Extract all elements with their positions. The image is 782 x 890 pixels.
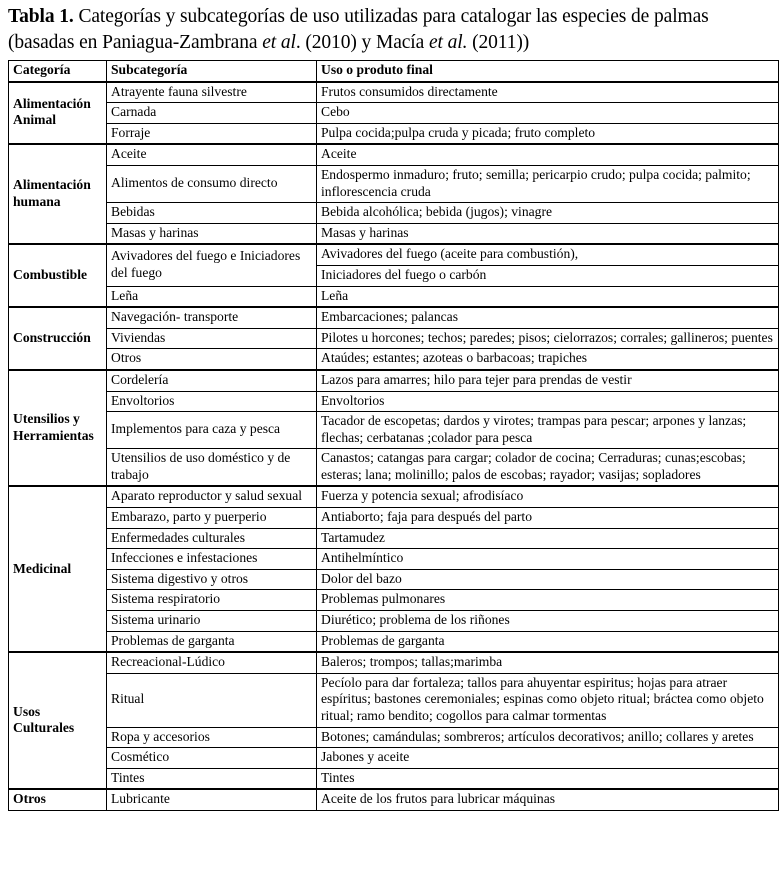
subcategory-cell: Bebidas — [107, 203, 317, 224]
subcategory-cell: Tintes — [107, 768, 317, 789]
use-cell: Pilotes u horcones; techos; paredes; pisos; cielorrazos; corrales; gallineros; puentes — [317, 328, 779, 349]
use-cell: Endospermo inmaduro; fruto; semilla; pericarpio crudo; pulpa cocida; palmito; inflorescencia cruda — [317, 165, 779, 202]
subcategory-cell: Sistema respiratorio — [107, 590, 317, 611]
use-cell: Problemas pulmonares — [317, 590, 779, 611]
use-cell: Botones; camándulas; sombreros; artículos decorativos; anillo; collares y aretes — [317, 727, 779, 748]
use-cell: Fuerza y potencia sexual; afrodisíaco — [317, 486, 779, 507]
table-row — [9, 165, 779, 202]
table-row — [9, 286, 779, 307]
category-cell: Medicinal — [9, 486, 107, 652]
header-subcategoria: Subcategoría — [107, 61, 317, 82]
subcategory-cell: Ropa y accesorios — [107, 727, 317, 748]
subcategory-cell: Aparato reproductor y salud sexual — [107, 486, 317, 507]
table-row — [9, 144, 779, 165]
caption-text-a: Categorías y subcategorías de uso utilizadas para catalogar las especies de palmas (basadas en Paniagua-Zambrana — [8, 6, 709, 53]
table-row — [9, 528, 779, 549]
table-row — [9, 611, 779, 632]
subcategory-cell: Masas y harinas — [107, 223, 317, 244]
use-cell: Pecíolo para dar fortaleza; tallos para ahuyentar espiritus; hojas para atraer espíritus; bastones ceremoniales; espinas como objeto ritual; bráctea como objeto ritual; ramo bendito; cogollos para calmar tormentas — [317, 673, 779, 727]
subcategory-cell: Navegación- transporte — [107, 307, 317, 328]
caption-label: Tabla 1. — [8, 6, 74, 27]
use-cell: Aceite — [317, 144, 779, 165]
table-row — [9, 673, 779, 727]
use-cell: Problemas de garganta — [317, 631, 779, 652]
use-cell: Iniciadores del fuego o carbón — [317, 265, 779, 286]
table-row — [9, 349, 779, 370]
category-cell: Usos Culturales — [9, 652, 107, 789]
use-cell: Dolor del bazo — [317, 569, 779, 590]
table-row — [9, 486, 779, 507]
table-header-row — [9, 61, 779, 82]
header-categoria: Categoría — [9, 61, 107, 82]
use-cell: Avivadores del fuego (aceite para combustión), — [317, 244, 779, 265]
table-row — [9, 223, 779, 244]
subcategory-cell: Cordelería — [107, 370, 317, 391]
subcategory-cell: Carnada — [107, 103, 317, 124]
use-cell: Jabones y aceite — [317, 748, 779, 769]
use-cell: Diurético; problema de los riñones — [317, 611, 779, 632]
category-cell: Utensilios y Herramientas — [9, 370, 107, 487]
subcategory-cell: Utensilios de uso doméstico y de trabajo — [107, 449, 317, 487]
table-row — [9, 631, 779, 652]
caption-text-c: (2011)) — [467, 32, 530, 53]
subcategory-cell: Problemas de garganta — [107, 631, 317, 652]
table-row — [9, 391, 779, 412]
table-row — [9, 449, 779, 487]
table-row — [9, 307, 779, 328]
subcategory-cell: Infecciones e infestaciones — [107, 549, 317, 570]
subcategory-cell: Alimentos de consumo directo — [107, 165, 317, 202]
caption-etal-1: et al — [262, 32, 296, 53]
subcategory-cell: Leña — [107, 286, 317, 307]
subcategory-cell: Otros — [107, 349, 317, 370]
table-row — [9, 727, 779, 748]
use-cell: Lazos para amarres; hilo para tejer para prendas de vestir — [317, 370, 779, 391]
table-row — [9, 412, 779, 449]
use-cell: Frutos consumidos directamente — [317, 82, 779, 103]
table-row — [9, 789, 779, 810]
subcategory-cell: Recreacional-Lúdico — [107, 652, 317, 673]
subcategory-cell: Ritual — [107, 673, 317, 727]
table-row — [9, 569, 779, 590]
subcategory-cell: Atrayente fauna silvestre — [107, 82, 317, 103]
subcategory-cell: Sistema digestivo y otros — [107, 569, 317, 590]
subcategory-cell: Implementos para caza y pesca — [107, 412, 317, 449]
subcategory-cell: Envoltorios — [107, 391, 317, 412]
category-cell: Combustible — [9, 244, 107, 307]
use-cell: Ataúdes; estantes; azoteas o barbacoas; trapiches — [317, 349, 779, 370]
table-row — [9, 508, 779, 529]
use-cell: Tintes — [317, 768, 779, 789]
category-cell: Alimentación Animal — [9, 82, 107, 145]
subcategory-cell: Viviendas — [107, 328, 317, 349]
use-cell: Aceite de los frutos para lubricar máquinas — [317, 789, 779, 810]
use-cell: Bebida alcohólica; bebida (jugos); vinagre — [317, 203, 779, 224]
subcategory-cell: Cosmético — [107, 748, 317, 769]
use-cell: Tacador de escopetas; dardos y virotes; trampas para pescar; arpones y lanzas; flechas; cerbatanas ;colador para pesca — [317, 412, 779, 449]
table-row — [9, 748, 779, 769]
table-row — [9, 82, 779, 103]
table-row — [9, 103, 779, 124]
table-row — [9, 768, 779, 789]
caption-etal-2: et al. — [428, 32, 468, 53]
subcategory-cell: Lubricante — [107, 789, 317, 810]
table-caption — [8, 4, 778, 56]
subcategory-cell: Enfermedades culturales — [107, 528, 317, 549]
subcategory-cell: Aceite — [107, 144, 317, 165]
use-cell: Tartamudez — [317, 528, 779, 549]
header-uso: Uso o produto final — [317, 61, 779, 82]
subcategory-cell: Embarazo, parto y puerperio — [107, 508, 317, 529]
table-row — [9, 549, 779, 570]
subcategory-cell: Avivadores del fuego e Iniciadores del fuego — [107, 244, 317, 286]
use-cell: Pulpa cocida;pulpa cruda y picada; fruto completo — [317, 123, 779, 144]
use-cell: Antihelmíntico — [317, 549, 779, 570]
subcategory-cell: Forraje — [107, 123, 317, 144]
use-cell: Leña — [317, 286, 779, 307]
uses-table — [8, 60, 779, 811]
use-cell: Canastos; catangas para cargar; colador de cocina; Cerraduras; cunas;escobas; esteras; lana; molinillo; palos de escobas; rayador; vasijas; sopladores — [317, 449, 779, 487]
use-cell: Masas y harinas — [317, 223, 779, 244]
table-row — [9, 203, 779, 224]
category-cell: Alimentación humana — [9, 144, 107, 244]
use-cell: Antiaborto; faja para después del parto — [317, 508, 779, 529]
table-row — [9, 652, 779, 673]
use-cell: Envoltorios — [317, 391, 779, 412]
table-body — [9, 82, 779, 811]
use-cell: Cebo — [317, 103, 779, 124]
use-cell: Baleros; trompos; tallas;marimba — [317, 652, 779, 673]
table-row — [9, 244, 779, 265]
category-cell: Construcción — [9, 307, 107, 370]
table-row — [9, 328, 779, 349]
use-cell: Embarcaciones; palancas — [317, 307, 779, 328]
category-cell: Otros — [9, 789, 107, 810]
caption-text-b: . (2010) y Macía — [295, 32, 429, 53]
subcategory-cell: Sistema urinario — [107, 611, 317, 632]
table-row — [9, 123, 779, 144]
table-row — [9, 370, 779, 391]
table-row — [9, 590, 779, 611]
